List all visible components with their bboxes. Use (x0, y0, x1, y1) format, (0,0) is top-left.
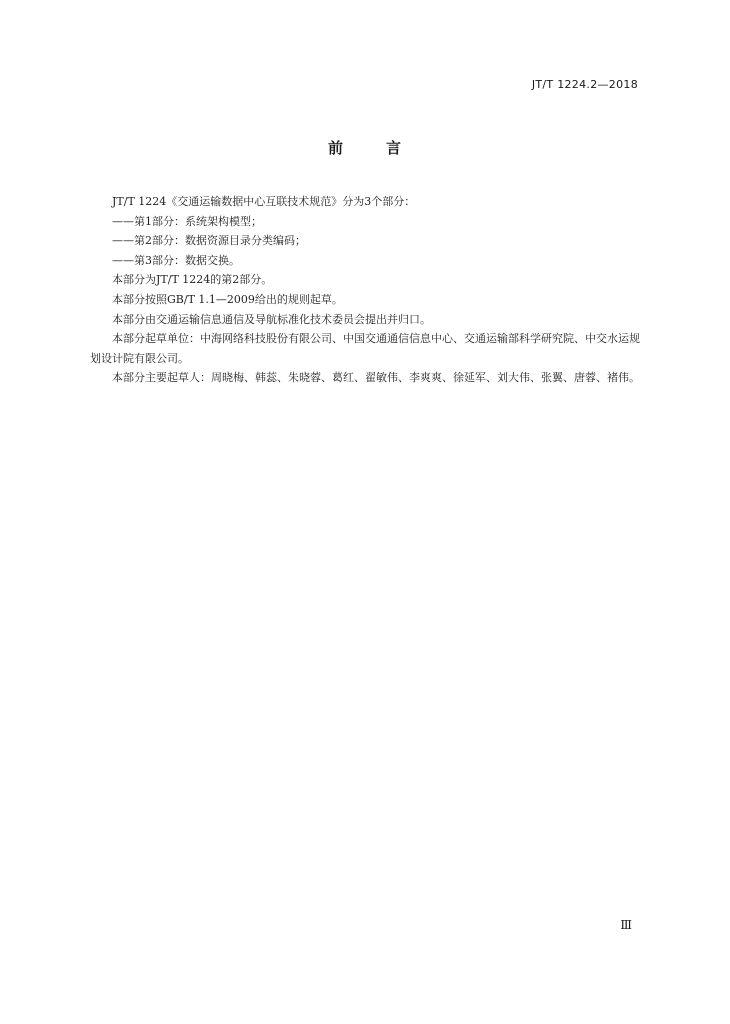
list-item-part-2: ——第2部分：数据资源目录分类编码； (112, 234, 306, 248)
foreword-body (90, 192, 640, 388)
title-char-2: 言 (386, 139, 403, 157)
paragraph-drafters: 本部分主要起草人：周晓梅、韩蕊、朱晓蓉、葛红、翟敏伟、李爽爽、徐延军、刘大伟、张翼、唐蓉、褚伟。 (112, 371, 640, 385)
paragraph-part-statement: 本部分为JT/T 1224的第2部分。 (112, 273, 273, 287)
page-number: Ⅲ (620, 918, 632, 932)
paragraph-drafting-rules: 本部分按照GB/T 1.1—2009给出的规则起草。 (112, 292, 343, 306)
paragraph-drafting-units: 本部分起草单位：中海网络科技股份有限公司、中国交通通信信息中心、交通运输部科学研究院、中交水运规划设计院有限公司。 (90, 332, 640, 365)
list-item-part-3: ——第3部分：数据交换。 (112, 253, 240, 267)
paragraph-intro: JT/T 1224《交通运输数据中心互联技术规范》分为3个部分： (112, 195, 416, 208)
title-char-1: 前 (327, 139, 344, 157)
standard-code: JT/T 1224.2—2018 (531, 78, 638, 91)
list-item-part-1: ——第1部分：系统架构模型； (112, 214, 262, 228)
paragraph-proposer: 本部分由交通运输信息通信及导航标准化技术委员会提出并归口。 (112, 312, 431, 326)
page-title (0, 137, 730, 158)
